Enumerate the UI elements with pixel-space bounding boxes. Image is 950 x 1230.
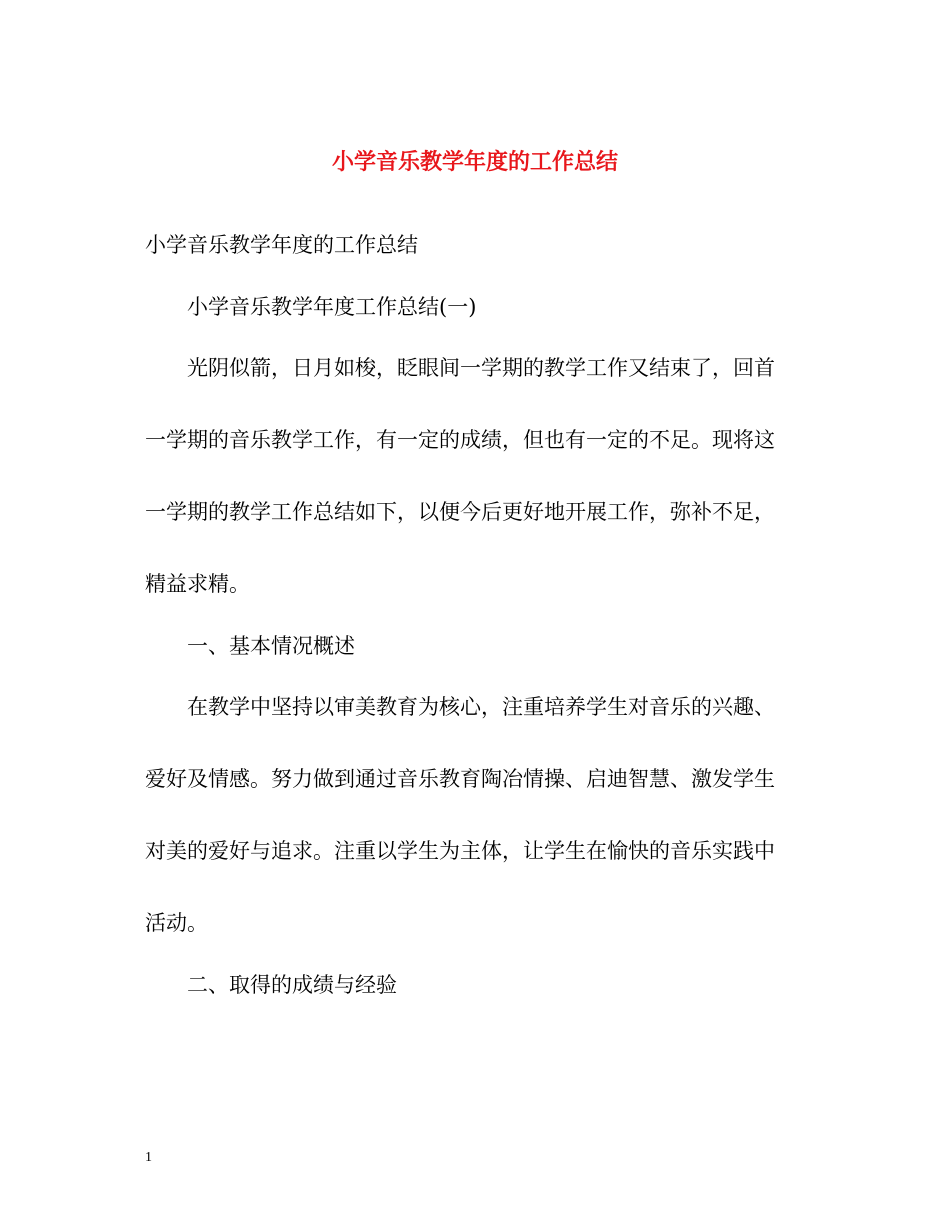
section-1-heading: 一、基本情况概述 [187, 634, 355, 658]
paragraph-2-line-1: 在教学中坚持以审美教育为核心，注重培养学生对音乐的兴趣、 [187, 695, 775, 719]
document-subheading: 小学音乐教学年度工作总结(一) [187, 295, 477, 319]
document-heading: 小学音乐教学年度的工作总结 [145, 233, 418, 257]
paragraph-2-line-3: 对美的爱好与追求。注重以学生为主体，让学生在愉快的音乐实践中 [145, 839, 775, 863]
page-number: 1 [145, 1150, 152, 1165]
paragraph-1-line-2: 一学期的音乐教学工作，有一定的成绩，但也有一定的不足。现将这 [145, 428, 775, 452]
paragraph-1-line-1: 光阴似箭，日月如梭，眨眼间一学期的教学工作又结束了，回首 [187, 356, 775, 380]
paragraph-1-line-4: 精益求精。 [145, 572, 250, 596]
document-title: 小学音乐教学年度的工作总结 [331, 149, 618, 175]
section-2-heading: 二、取得的成绩与经验 [187, 973, 397, 997]
paragraph-2-line-4: 活动。 [145, 911, 208, 935]
paragraph-2-line-2: 爱好及情感。努力做到通过音乐教育陶冶情操、启迪智慧、激发学生 [145, 767, 775, 791]
paragraph-1-line-3: 一学期的教学工作总结如下，以便今后更好地开展工作，弥补不足， [145, 500, 775, 524]
